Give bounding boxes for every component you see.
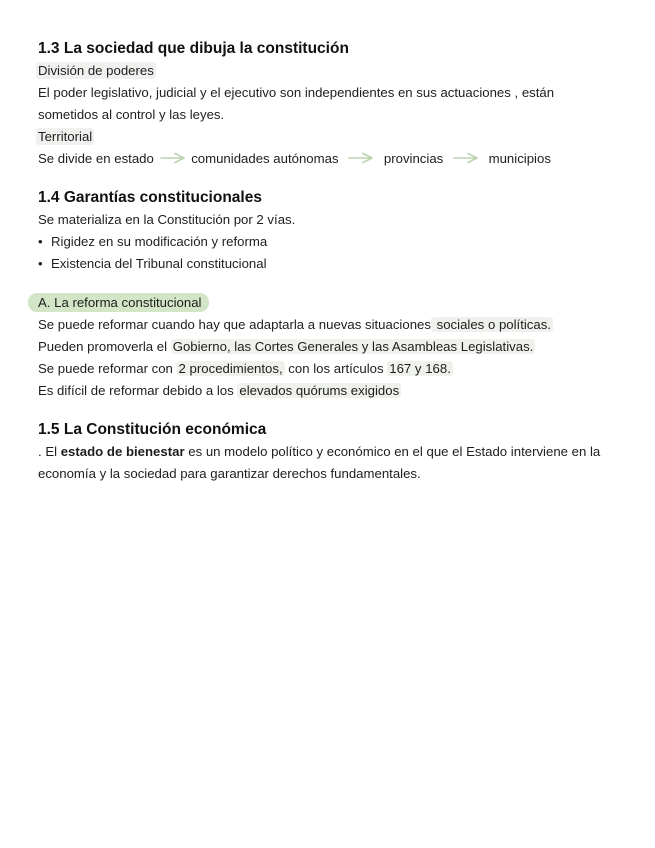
chain-item-provincias: provincias — [383, 151, 444, 166]
subsection-tag-reforma: A. La reforma constitucional — [28, 293, 209, 312]
subsection-line — [38, 292, 628, 314]
highlight-span: 167 y 168. — [389, 361, 451, 376]
highlight-span: Gobierno, las Cortes Generales y las Asambleas Legislativas. — [172, 339, 534, 354]
paragraph-poderes-line-2: sometidos al control y las leyes. — [38, 107, 225, 122]
reforma-line-2 — [38, 336, 628, 358]
arrow-right-icon — [453, 152, 479, 164]
text-span: Pueden promoverla el — [38, 339, 171, 354]
arrow-right-icon — [348, 152, 374, 164]
reforma-line-4 — [38, 380, 628, 402]
tag-line-territorial — [38, 126, 628, 148]
bullet-icon: • — [38, 234, 43, 249]
tag-line-division — [38, 60, 628, 82]
chain-item-estado: Se divide en estado — [38, 151, 154, 166]
highlight-span: elevados quórums exigidos — [239, 383, 400, 398]
text-span: . El — [38, 444, 61, 459]
section-title-1-5: 1.5 La Constitución económica — [38, 421, 267, 438]
paragraph-poderes-line-1: El poder legislativo, judicial y el ejecutivo son independientes en sus actuaciones , están — [38, 85, 555, 100]
section-title-1-4: 1.4 Garantías constitucionales — [38, 189, 262, 206]
highlight-span: 2 procedimientos, — [178, 361, 283, 376]
text-span: Se puede reformar cuando hay que adaptarla a nuevas situaciones — [38, 317, 431, 332]
bullet-icon: • — [38, 256, 43, 271]
list-item — [38, 231, 628, 253]
chain-item-comunidades: comunidades autónomas — [191, 151, 339, 166]
section-title-1-3: 1.3 La sociedad que dibuja la constitución — [38, 40, 349, 57]
arrow-right-icon — [160, 152, 186, 164]
list-item-text: Rigidez en su modificación y reforma — [51, 234, 268, 249]
territorial-chain — [38, 148, 628, 170]
list-item — [38, 253, 628, 275]
bold-term: estado de bienestar — [60, 444, 185, 459]
tag-division-de-poderes: División de poderes — [38, 63, 154, 78]
text-span: con los artículos — [284, 361, 388, 376]
reforma-line-3 — [38, 358, 628, 380]
highlight-span: sociales o políticas. — [432, 317, 551, 332]
section-1-4-intro: Se materializa en la Constitución por 2 vías. — [38, 212, 296, 227]
chain-item-municipios: municipios — [488, 151, 551, 166]
text-span: es un modelo político y económico en el que el Estado interviene en la economía y la sociedad para garantizar derechos fundamentales. — [38, 444, 601, 481]
document-page — [38, 38, 628, 485]
text-span: Se puede reformar con — [38, 361, 177, 376]
tag-territorial: Territorial — [38, 129, 93, 144]
list-item-text: Existencia del Tribunal constitucional — [51, 256, 267, 271]
paragraph-estado-bienestar — [38, 441, 628, 485]
reforma-line-1 — [38, 314, 628, 336]
text-span: Es difícil de reformar debido a los — [38, 383, 238, 398]
